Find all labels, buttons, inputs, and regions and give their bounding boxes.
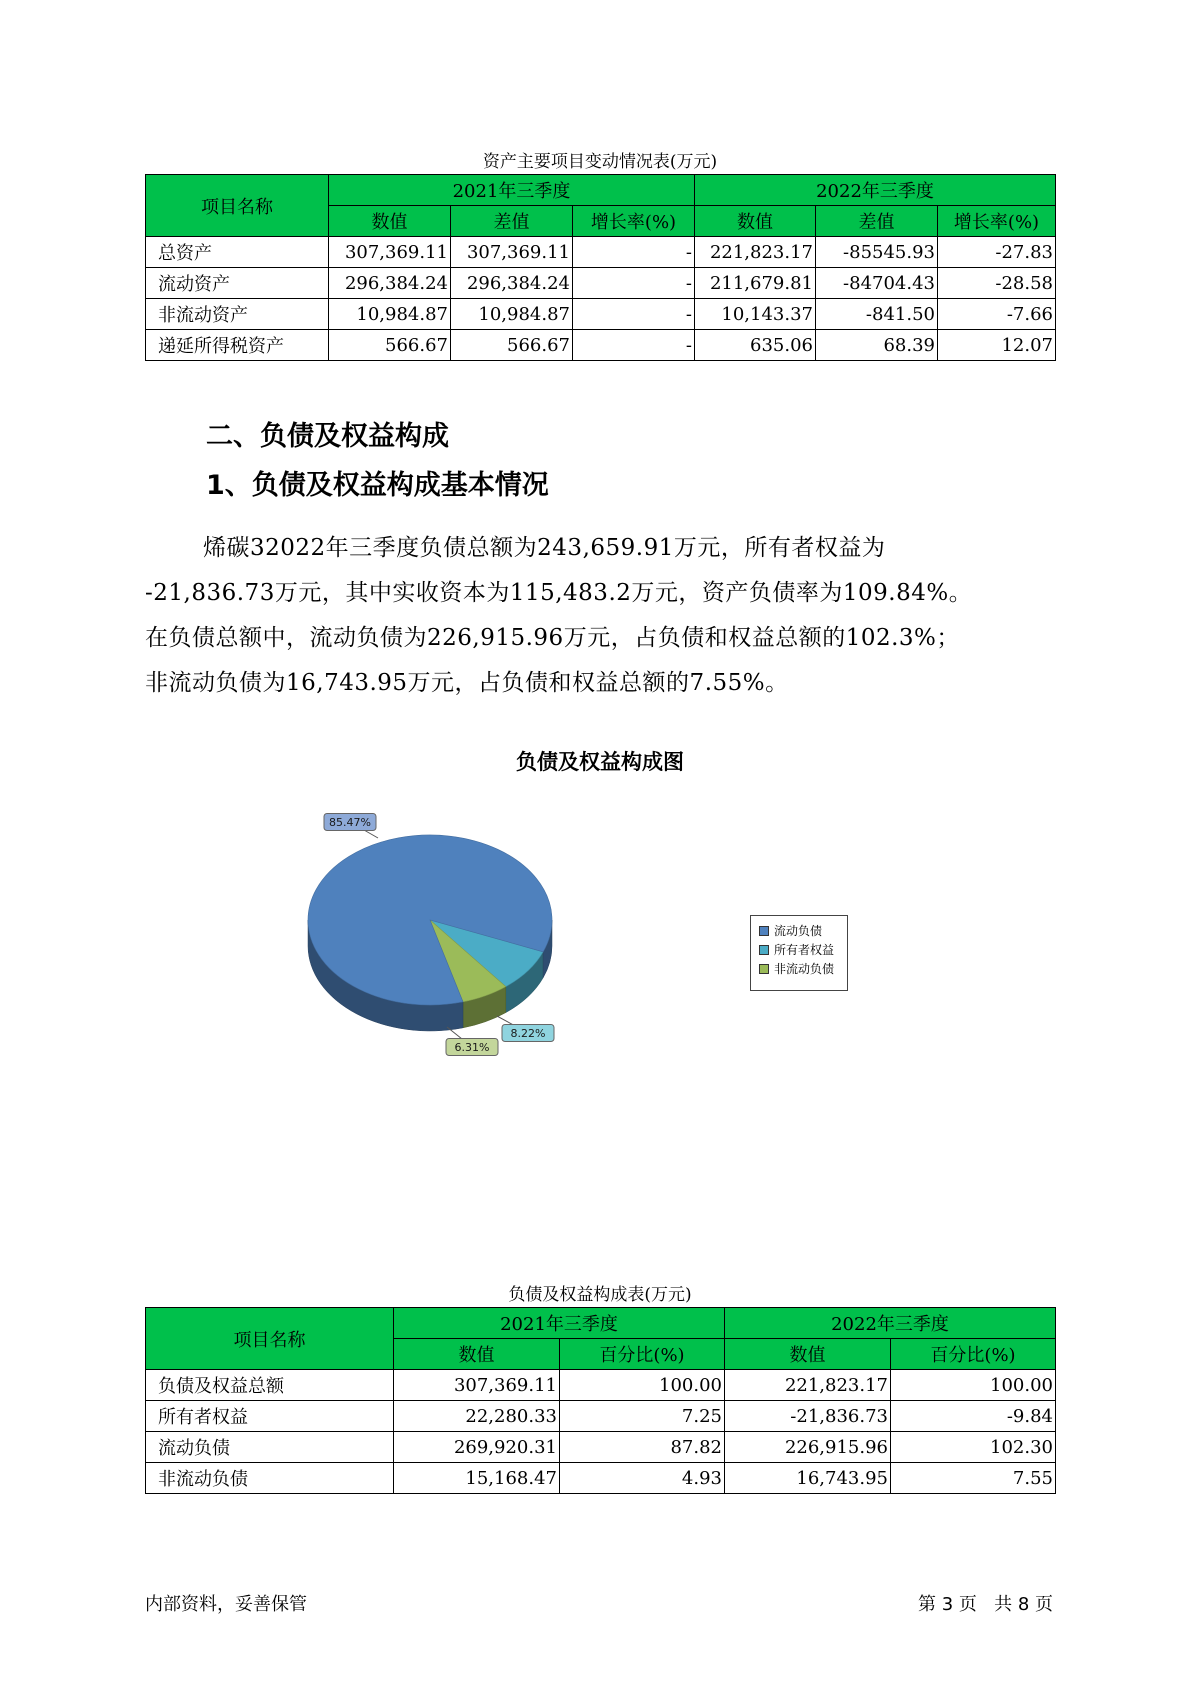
table-cell: - <box>573 237 695 268</box>
summary-paragraph <box>145 526 1065 706</box>
legend-item <box>759 940 847 959</box>
subheader-cell: 百分比(%) <box>560 1339 725 1370</box>
table2-caption: 负债及权益构成表(万元) <box>508 1285 692 1305</box>
legend-label: 所有者权益 <box>774 943 835 957</box>
subheader-cell: 百分比(%) <box>891 1339 1056 1370</box>
table-cell: 102.30 <box>891 1432 1056 1463</box>
table-cell: -21,836.73 <box>725 1401 891 1432</box>
table-cell: -9.84 <box>891 1401 1056 1432</box>
table-cell: 296,384.24 <box>451 268 573 299</box>
table-cell: 15,168.47 <box>394 1463 560 1494</box>
pie-chart <box>0 790 700 1080</box>
table1-caption: 资产主要项目变动情况表(万元) <box>482 152 718 172</box>
data-label: 85.47% <box>329 816 371 829</box>
header-item-name: 项目名称 <box>146 175 329 237</box>
table-row <box>146 1432 1056 1463</box>
footer-page-number: 第 3 页 共 8 页 <box>918 1594 1053 1615</box>
table-cell: -841.50 <box>816 299 938 330</box>
legend-item <box>759 959 847 978</box>
table-cell: 10,984.87 <box>329 299 451 330</box>
header-period-2022: 2022年三季度 <box>725 1308 1056 1339</box>
subsection-heading: 1、负债及权益构成基本情况 <box>206 470 549 501</box>
row-label: 所有者权益 <box>146 1401 394 1432</box>
legend-item <box>759 921 847 940</box>
subheader-cell: 数值 <box>725 1339 891 1370</box>
table-cell: 226,915.96 <box>725 1432 891 1463</box>
table-cell: 221,823.17 <box>725 1370 891 1401</box>
subheader-cell: 增长率(%) <box>938 206 1056 237</box>
table-row <box>146 330 1056 361</box>
subheader-cell: 差值 <box>451 206 573 237</box>
header-period-2022: 2022年三季度 <box>695 175 1056 206</box>
table-cell: 4.93 <box>560 1463 725 1494</box>
subheader-cell: 增长率(%) <box>573 206 695 237</box>
table-cell: 10,984.87 <box>451 299 573 330</box>
para-line: 非流动负债为16,743.95万元，占负债和权益总额的7.55%。 <box>145 670 789 696</box>
table-cell: 68.39 <box>816 330 938 361</box>
table-cell: 296,384.24 <box>329 268 451 299</box>
table-cell: - <box>573 330 695 361</box>
row-label: 流动负债 <box>146 1432 394 1463</box>
table-cell: 307,369.11 <box>394 1370 560 1401</box>
section-heading: 二、负债及权益构成 <box>206 421 449 452</box>
legend-label: 流动负债 <box>774 924 823 938</box>
row-label: 递延所得税资产 <box>146 330 329 361</box>
table-row <box>146 1401 1056 1432</box>
table-row <box>146 237 1056 268</box>
table-cell: 7.55 <box>891 1463 1056 1494</box>
table-cell: 100.00 <box>891 1370 1056 1401</box>
table-cell: -84704.43 <box>816 268 938 299</box>
legend-label: 非流动负债 <box>774 962 835 976</box>
row-label: 非流动负债 <box>146 1463 394 1494</box>
table-cell: -7.66 <box>938 299 1056 330</box>
legend-swatch-equity <box>759 945 769 955</box>
data-label: 8.22% <box>510 1027 546 1040</box>
table-cell: -28.58 <box>938 268 1056 299</box>
data-label: 6.31% <box>454 1041 490 1054</box>
subheader-cell: 数值 <box>329 206 451 237</box>
table-row <box>146 268 1056 299</box>
para-line: 烯碳32022年三季度负债总额为243,659.91万元，所有者权益为 <box>203 535 886 561</box>
header-period-2021: 2021年三季度 <box>329 175 695 206</box>
row-label: 负债及权益总额 <box>146 1370 394 1401</box>
row-label: 流动资产 <box>146 268 329 299</box>
subheader-cell: 差值 <box>816 206 938 237</box>
table-cell: -85545.93 <box>816 237 938 268</box>
header-period-2021: 2021年三季度 <box>394 1308 725 1339</box>
para-line: -21,836.73万元，其中实收资本为115,483.2万元，资产负债率为109.84%。 <box>145 580 973 606</box>
footer-left: 内部资料，妥善保管 <box>145 1594 307 1615</box>
table-cell: 87.82 <box>560 1432 725 1463</box>
row-label: 非流动资产 <box>146 299 329 330</box>
table-cell: 221,823.17 <box>695 237 816 268</box>
table-cell: 307,369.11 <box>329 237 451 268</box>
subheader-cell: 数值 <box>394 1339 560 1370</box>
table-cell: - <box>573 268 695 299</box>
table-cell: 100.00 <box>560 1370 725 1401</box>
legend-swatch-current-liabilities <box>759 926 769 936</box>
table-cell: 307,369.11 <box>451 237 573 268</box>
legend-swatch-noncurrent-liabilities <box>759 964 769 974</box>
table-cell: 7.25 <box>560 1401 725 1432</box>
table-cell: 566.67 <box>329 330 451 361</box>
subheader-cell: 数值 <box>695 206 816 237</box>
table-cell: 635.06 <box>695 330 816 361</box>
header-item-name: 项目名称 <box>146 1308 394 1370</box>
table-cell: - <box>573 299 695 330</box>
table-cell: 211,679.81 <box>695 268 816 299</box>
table-cell: 16,743.95 <box>725 1463 891 1494</box>
table-cell: 22,280.33 <box>394 1401 560 1432</box>
table-row <box>146 299 1056 330</box>
para-line: 在负债总额中，流动负债为226,915.96万元，占负债和权益总额的102.3%； <box>145 625 960 651</box>
chart-legend <box>750 915 848 991</box>
liability-equity-table <box>145 1307 1056 1494</box>
table-row <box>146 1370 1056 1401</box>
table-cell: 269,920.31 <box>394 1432 560 1463</box>
table-cell: 566.67 <box>451 330 573 361</box>
table-cell: 10,143.37 <box>695 299 816 330</box>
chart-title: 负债及权益构成图 <box>516 750 684 774</box>
table-cell: 12.07 <box>938 330 1056 361</box>
row-label: 总资产 <box>146 237 329 268</box>
asset-change-table <box>145 174 1056 361</box>
table-cell: -27.83 <box>938 237 1056 268</box>
table-row <box>146 1463 1056 1494</box>
